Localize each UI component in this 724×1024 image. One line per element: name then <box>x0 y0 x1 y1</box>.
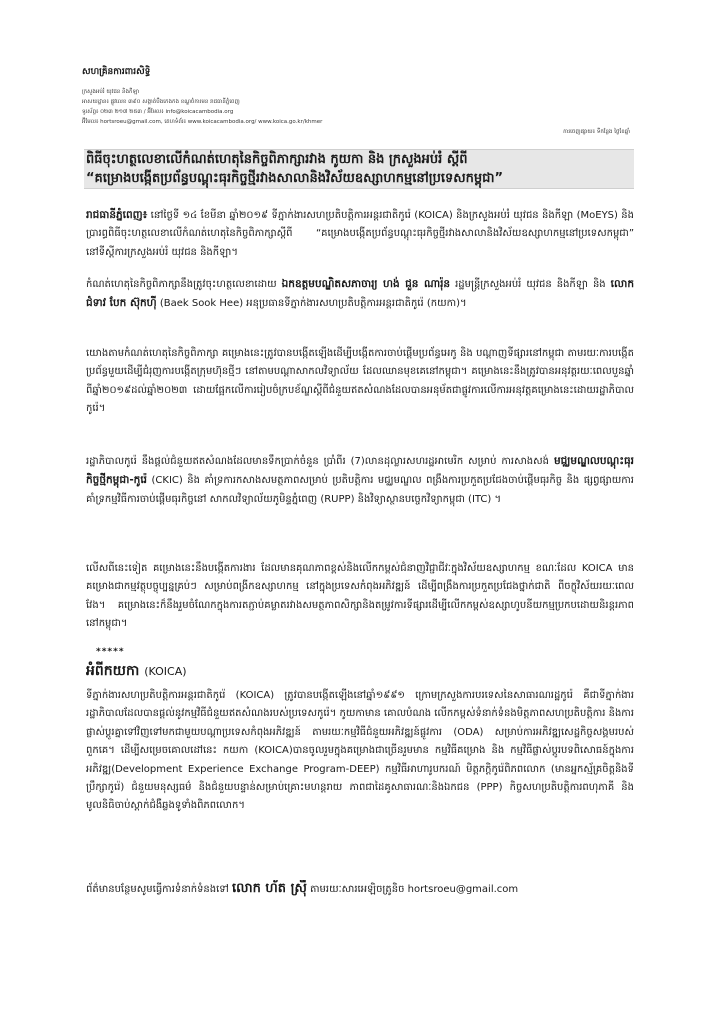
release-reference: ការចេញផ្សាយ៖ ទីកន្លែង ថ្ងៃខែឆ្នាំ <box>563 129 630 135</box>
title-line-2: “គម្រោងបង្កើតប្រព័ន្ធបណ្ដុះធុរកិច្ចថ្មីរវាងសាលានិងវិស័យឧស្សាហកម្មនៅប្រទេសកម្ពុជា” <box>86 171 504 186</box>
paragraph-text: (CKIC) និង គាំទ្រការកសាងសមត្ថភាពសម្រាប់ ប្រតិបត្តិការ មជ្ឈមណ្ឌល ពង្រឹងការប្រកួតប្រជែងចាប់ផ្ដើមធុរកិច្ច និង ផ្សព្វផ្សាយការគាំទ្រកម្មវិធីការចាប់ផ្ដើមធុរកិច្ចនៅ សាកលវិទ្យាល័យភូមិន្ទភ្នំពេញ (RUPP) និងវិទ្យាស្ថានបច្ចេកវិទ្យាកម្ពុជា (ITC) ។ <box>86 475 634 505</box>
ckic-name: មជ្ឈមណ្ឌលបណ្ដុះធុរកិច្ចថ្មីកម្ពុជា-កូរ៉េ <box>86 455 634 487</box>
title-line-1: ពិធីចុះហត្ថលេខាលើកំណត់ហេតុនៃកិច្ចពិភាក្សារវាង កូយកា និង ក្រសួងអប់រំ ស្ដីពី <box>86 152 468 167</box>
title-banner <box>84 149 634 189</box>
organization-name: សហគ្រិនការពារសិទ្ធិ <box>82 67 151 77</box>
paragraph-signatories <box>86 275 634 333</box>
section-separator: ***** <box>96 647 125 657</box>
letterhead-line: អាសយដ្ឋាន៖ ផ្លូវលេខ ៣៩០ សង្កាត់បឹងកេងកង ខណ្ឌចំការមន រាជធានីភ្នំពេញ <box>82 99 240 105</box>
letterhead-line: ក្រសួងអប់រំ យុវជន និងកីឡា <box>82 89 140 95</box>
about-koica-heading <box>86 661 187 682</box>
paragraph-text: រដ្ឋមន្ត្រីក្រសួងអប់រំ យុវជន និងកីឡា និង <box>455 279 606 290</box>
contact-text: ព័ត៌មានបន្ថែមសូមធ្វើការទំនាក់ទំនងទៅ <box>86 884 229 895</box>
paragraph-project-overview <box>86 345 634 441</box>
letterhead-line: ទូរស័ព្ទ៖ ០២៣ ២១៧ ២៥៣ / អ៊ីមែល៖ info@koicacambodia.org <box>82 109 234 115</box>
paragraph-impact <box>86 560 634 638</box>
dateline: រាជធានីភ្នំពេញ៖ <box>86 209 148 221</box>
paragraph-text: នៅថ្ងៃទី ១៤ ខែមីនា ឆ្នាំ២០១៩ ទីភ្នាក់ងារសហប្រតិបត្តិការអន្តរជាតិកូរ៉េ (KOICA) និងក្រសួងអប់រំ យុវជន និងកីឡា (MoEYS) និងប្រារព្ធពិធីចុះហត្ថលេខាលើកំណត់ហេតុនៃកិច្ចពិភាក្សាស្ដីពី “គម្រោងបង្កើតប្រព័ន្ធបណ្ដុះធុរកិច្ចថ្មីរវាងសាលានិងវិស័យឧស្សាហកម្មនៅប្រទេសកម្ពុជា” នៅទីស្ដីការក្រសួងអប់រំ យុវជន និងកីឡា។ <box>86 210 634 258</box>
heading-text: អំពីកយកា <box>86 663 140 679</box>
signatory-name-minister: ឯកឧត្តមបណ្ឌិតសភាចារ្យ ហង់ ជួន ណារ៉ុន <box>281 278 451 290</box>
paragraph-text: លើសពីនេះទៀត គម្រោងនេះនឹងបង្កើតការងារ ដែលមានគុណភាពខ្ពស់និងលើកកម្ពស់ជំនាញវិជ្ជាជីវៈក្នុងវិស័យឧស្សាហកម្ម ខណៈដែល KOICA មានគម្រោងជាកម្មវត្ថុបច្ចុប្បន្នគ្រប់ៗ សម្រាប់ពង្រីកឧស្សាហកម្ម នៅក្នុងប្រទេសកំពុងអភិវឌ្ឍន៍ ដើម្បីពង្រឹងការប្រកួតប្រជែងថ្នាក់ជាតិ ពីចក្ខុវិស័យរយៈពេលវែង។ គម្រោងនេះក៏នឹងរួមចំណែកក្នុងការតភ្ជាប់គម្លាតរវាងសមត្ថភាពសិក្សានិងតម្រូវការទីផ្សារដើម្បីលើកកម្ពស់ឧស្សាហូបនីយកម្មប្រកបដោយនិរន្តរភាពនៅកម្ពុជា។ <box>86 563 634 630</box>
letterhead <box>82 66 482 127</box>
paragraph-text: រដ្ឋាភិបាលកូរ៉េ នឹងផ្ដល់ជំនួយឥតសំណងដែលមានទឹកប្រាក់ចំនួន ប្រាំពីរ (7)លានដុល្លារសហរដ្ឋអាមេរិក សម្រាប់ ការសាងសង់ <box>86 456 550 467</box>
paragraph-text: កំណត់ហេតុនៃកិច្ចពិភាក្សានឹងត្រូវចុះហត្ថលេខាដោយ <box>86 279 277 290</box>
paragraph-intro <box>86 206 634 264</box>
contact-name: លោក ហ័ត ស្រ៊ឺ <box>232 881 307 896</box>
paragraph-about-koica <box>86 687 634 859</box>
paragraph-text: ទីភ្នាក់ងារសហប្រតិបត្តិការអន្តរជាតិកូរ៉េ (KOICA) ត្រូវបានបង្កើតឡើងនៅឆ្នាំ១៩៩១ ក្រោមក្រសួងការបរទេសនៃសាធារណរដ្ឋកូរ៉េ គឺជាទីភ្នាក់ងាររដ្ឋាភិបាលដែលបានផ្ដល់នូវកម្មវិធីជំនួយឥតសំណងរបស់ប្រទេសកូរ៉េ។ កូយកាមាន គោលបំណង លើកកម្ពស់ទំនាក់ទំនងមិត្តភាពសហប្រតិបត្តិការ និងការផ្លាស់ប្ដូរគ្នាទៅវិញទៅមកជាមួយបណ្ដាប្រទេសកំពុងអភិវឌ្ឍន៍ តាមរយៈកម្មវិធីជំនួយអភិវឌ្ឍន៍ផ្លូវការ (ODA) សម្រាប់ការអភិវឌ្ឍសេដ្ឋកិច្ចសង្គមរបស់ពួកគេ។ ដើម្បីសម្រេចគោលដៅនេះ កយកា (KOICA)បានចូលរួមក្នុងគម្រោងជាច្រើនរួមមាន កម្មវិធីគម្រោង និង កម្មវិធីផ្លាស់ប្ដូរបទពិសោធន៍ក្នុងការអភិវឌ្ឍ(Development Experience Exchange Program-DEEP) កម្មវិធីអាហារូបករណ៍ មិត្តភក្ដិកូរ៉េពិភពលោក (មានអ្នកស្ម័គ្រចិត្តនិងទីប្រឹក្សាកូរ៉េ) ជំនួយមនុស្សធម៌ និងជំនួយបន្ទាន់សម្រាប់គ្រោះមហន្តរាយ ភាពជាដៃគូសាធារណៈនិងឯកជន (PPP) កិច្ចសហប្រតិបត្តិការពហុភាគី និងមូលនិធិចាប់ស្ដាក់ជំងឺឆ្លងទូទាំងពិភពលោក។ <box>86 690 634 812</box>
signatory-name-koica: លោកជំទាវ បែក ស៊ុកហ៊ី <box>86 278 634 310</box>
paragraph-funding <box>86 452 634 548</box>
heading-subtext: (KOICA) <box>144 665 187 678</box>
letterhead-line: អ៊ីមែល៖ hortsroeu@gmail.com, គេហទំព័រ៖ www.koicacambodia.org/ www.koica.go.kr/khmer <box>82 119 323 125</box>
paragraph-text: (Baek Sook Hee) អនុប្រធានទីភ្នាក់ងារសហប្រតិបត្តិការអន្តរជាតិកូរ៉េ (កយកា)។ <box>159 298 467 310</box>
contact-line <box>86 880 636 899</box>
contact-email-text: តាមរយៈសារអេឡិចត្រូនិច hortsroeu@gmail.com <box>310 884 519 895</box>
paragraph-text: យោងតាមកំណត់ហេតុនៃកិច្ចពិភាក្សា គម្រោងនេះត្រូវបានបង្កើតឡើងដើម្បីបង្កើតការចាប់ផ្ដើមប្រព័ន្ធអេកូ និង បណ្ដាញទីផ្សារនៅកម្ពុជា តាមរយៈការបង្កើតប្រព័ន្ធមួយដើម្បីជំរុញការបង្កើតក្រុមហ៊ុនថ្មីៗ នៅតាមបណ្ដាសាកលវិទ្យាល័យ ដែលឈានមុខគេនៅកម្ពុជា។ គម្រោងនេះនឹងត្រូវបានអនុវត្តរយៈពេលបួនឆ្នាំ ពីឆ្នាំ២០១៩ដល់ឆ្នាំ២០២៣ ដោយផ្អែកលើការរៀបចំក្របខ័ណ្ឌស្ដីពីជំនួយឥតសំណងដែលបានអនុម័តជាផ្លូវការលើការអនុវត្តគម្រោងនេះដោយរដ្ឋាភិបាលកូរ៉េ។ <box>86 348 634 415</box>
